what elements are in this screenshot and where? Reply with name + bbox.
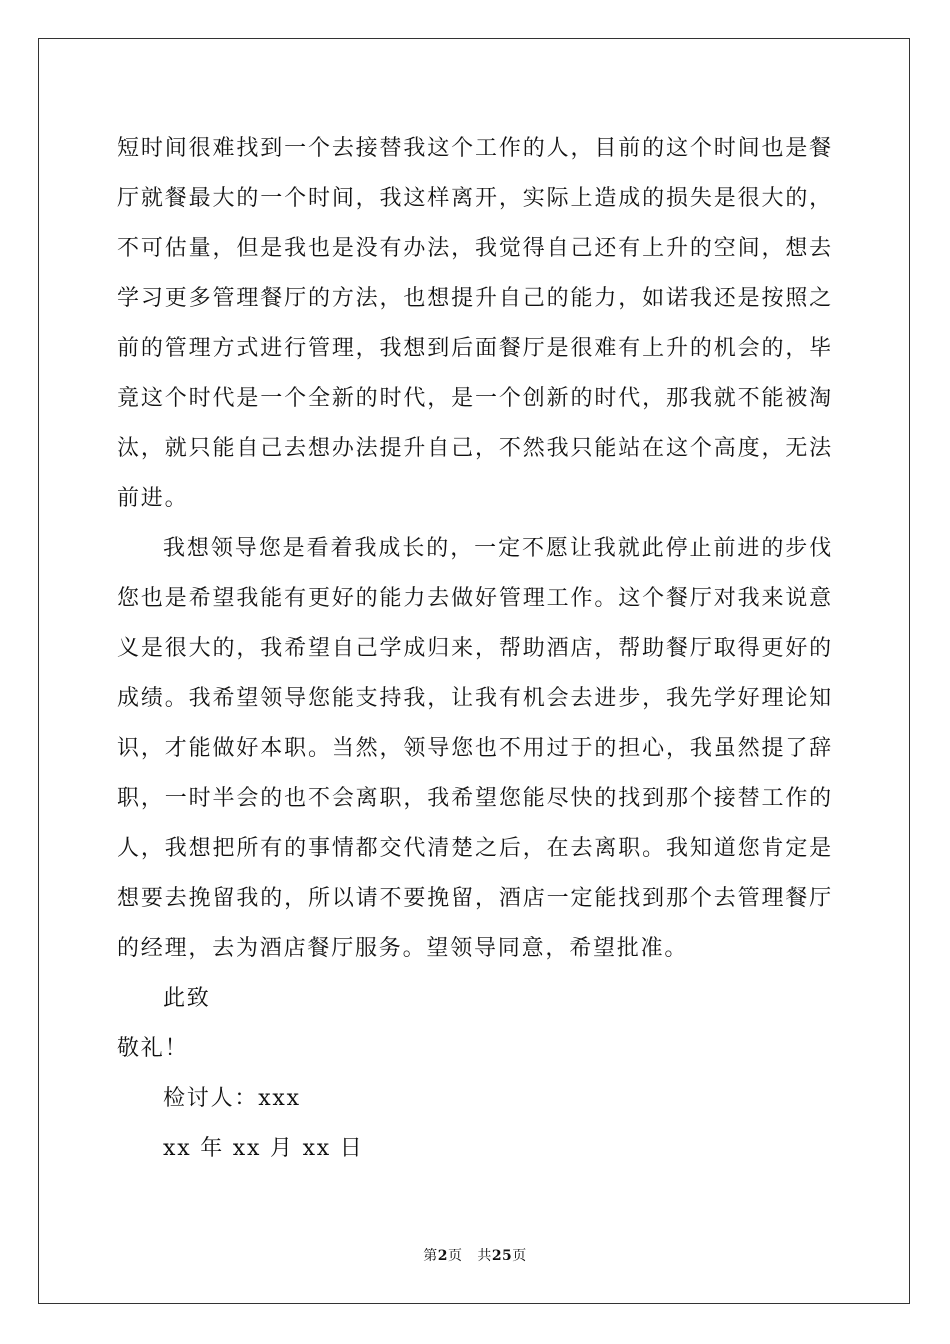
page-current: 2 xyxy=(437,1248,448,1264)
total-prefix: 共 xyxy=(477,1248,492,1264)
paragraph-continuation: 短时间很难找到一个去接替我这个工作的人，目前的这个时间也是餐厅就餐最大的一个时间，我这样离开，实际上造成的损失是很大的，不可估量，但是我也是没有办法，我觉得自己还有上升的空间，想去学习更多管理餐厅的方法，也想提升自己的能力，如诺我还是按照之前的管理方式进行管理，我想到后面餐厅是很难有上升的机会的，毕竟这个时代是一个全新的时代，是一个创新的时代，那我就不能被淘汰，就只能自己去想办法提升自己，不然我只能站在这个高度，无法前进。 xyxy=(117,136,833,511)
signer-line: 检讨人：xxx xyxy=(163,1086,301,1111)
page-footer xyxy=(0,1245,950,1265)
page-total: 25 xyxy=(491,1248,513,1264)
document-body xyxy=(117,124,833,1174)
total-suffix: 页 xyxy=(512,1248,527,1264)
page-prefix: 第 xyxy=(423,1248,438,1264)
page-suffix: 页 xyxy=(447,1248,463,1264)
date-line: xx 年 xx 月 xx 日 xyxy=(163,1136,364,1161)
salutation: 敬礼！ xyxy=(117,1036,189,1061)
closing-phrase: 此致 xyxy=(163,986,211,1011)
paragraph-request: 我想领导您是看着我成长的，一定不愿让我就此停止前进的步伐您也是希望我能有更好的能力去做好管理工作。这个餐厅对我来说意义是很大的，我希望自己学成归来，帮助酒店，帮助餐厅取得更好的成绩。我希望领导您能支持我，让我有机会去进步，我先学好理论知识，才能做好本职。当然，领导您也不用过于的担心，我虽然提了辞职，一时半会的也不会离职，我希望您能尽快的找到那个接替工作的人，我想把所有的事情都交代清楚之后，在去离职。我知道您肯定是想要去挽留我的，所以请不要挽留，酒店一定能找到那个去管理餐厅的经理，去为酒店餐厅服务。望领导同意，希望批准。 xyxy=(117,536,833,961)
